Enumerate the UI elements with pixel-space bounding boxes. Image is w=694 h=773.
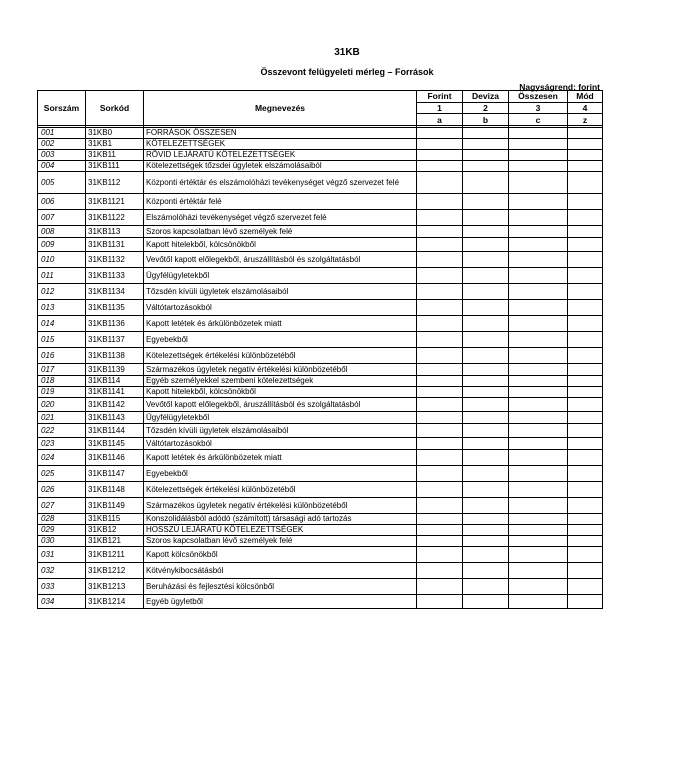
row-number: 013 xyxy=(38,300,86,316)
row-description: Egyebekből xyxy=(144,466,417,482)
cell-deviza xyxy=(463,563,509,579)
table-row xyxy=(38,525,603,536)
row-description: Kötelezettségek értékelési különbözetéből xyxy=(144,348,417,364)
cell-mod xyxy=(568,525,603,536)
row-code: 31KB1131 xyxy=(86,238,144,252)
row-code: 31KB1147 xyxy=(86,466,144,482)
cell-osszesen xyxy=(509,466,568,482)
table-row xyxy=(38,364,603,376)
row-description: Származékos ügyletek negatív értékelési különbözetéből xyxy=(144,364,417,376)
table-row xyxy=(38,466,603,482)
cell-osszesen xyxy=(509,438,568,450)
cell-osszesen xyxy=(509,514,568,525)
row-number: 008 xyxy=(38,226,86,238)
cell-mod xyxy=(568,268,603,284)
cell-mod xyxy=(568,398,603,412)
cell-osszesen xyxy=(509,300,568,316)
row-number: 017 xyxy=(38,364,86,376)
cell-forint xyxy=(417,348,463,364)
cell-osszesen xyxy=(509,252,568,268)
cell-mod xyxy=(568,536,603,547)
row-code: 31KB1214 xyxy=(86,595,144,609)
col-number: 1 xyxy=(417,102,463,114)
col-letter: b xyxy=(463,114,509,126)
row-description: Vevőtől kapott előlegekből, áruszállításból és szolgáltatásból xyxy=(144,398,417,412)
cell-deviza xyxy=(463,547,509,563)
row-number: 006 xyxy=(38,194,86,210)
cell-osszesen xyxy=(509,450,568,466)
cell-deviza xyxy=(463,376,509,387)
col-letter: a xyxy=(417,114,463,126)
cell-forint xyxy=(417,300,463,316)
row-description: Szoros kapcsolatban lévő személyek felé xyxy=(144,536,417,547)
balance-sheet-table xyxy=(37,90,603,609)
table-row xyxy=(38,482,603,498)
cell-forint xyxy=(417,268,463,284)
row-number: 025 xyxy=(38,466,86,482)
row-code: 31KB115 xyxy=(86,514,144,525)
cell-forint xyxy=(417,139,463,150)
row-description: Kapott hitelekből, kölcsönökből xyxy=(144,238,417,252)
table-row xyxy=(38,194,603,210)
table-row xyxy=(38,547,603,563)
col-megnevezes-header: Megnevezés xyxy=(144,91,417,126)
row-code: 31KB1135 xyxy=(86,300,144,316)
table-row xyxy=(38,412,603,424)
cell-osszesen xyxy=(509,139,568,150)
row-description: Szoros kapcsolatban lévő személyek felé xyxy=(144,226,417,238)
row-number: 022 xyxy=(38,424,86,438)
cell-forint xyxy=(417,161,463,172)
cell-deviza xyxy=(463,438,509,450)
cell-deviza xyxy=(463,300,509,316)
cell-forint xyxy=(417,316,463,332)
row-description: Vevőtől kapott előlegekből, áruszállításból és szolgáltatásból xyxy=(144,252,417,268)
cell-forint xyxy=(417,514,463,525)
cell-osszesen xyxy=(509,194,568,210)
row-number: 019 xyxy=(38,387,86,398)
form-code: 31KB xyxy=(334,47,360,58)
table-row xyxy=(38,387,603,398)
cell-forint xyxy=(417,387,463,398)
cell-osszesen xyxy=(509,376,568,387)
row-code: 31KB1132 xyxy=(86,252,144,268)
cell-deviza xyxy=(463,450,509,466)
cell-forint xyxy=(417,525,463,536)
row-number: 015 xyxy=(38,332,86,348)
row-code: 31KB0 xyxy=(86,128,144,139)
cell-osszesen xyxy=(509,412,568,424)
cell-osszesen xyxy=(509,364,568,376)
row-number: 007 xyxy=(38,210,86,226)
row-code: 31KB1211 xyxy=(86,547,144,563)
row-number: 010 xyxy=(38,252,86,268)
cell-mod xyxy=(568,579,603,595)
table-row xyxy=(38,438,603,450)
form-title: Összevont felügyeleti mérleg – Források xyxy=(260,67,434,77)
col-letter: z xyxy=(568,114,603,126)
cell-deviza xyxy=(463,348,509,364)
cell-forint xyxy=(417,210,463,226)
cell-mod xyxy=(568,226,603,238)
row-code: 31KB1148 xyxy=(86,482,144,498)
row-description: Egyéb személyekkel szembeni kötelezettségek xyxy=(144,376,417,387)
cell-osszesen xyxy=(509,332,568,348)
row-code: 31KB1134 xyxy=(86,284,144,300)
row-number: 011 xyxy=(38,268,86,284)
row-code: 31KB1146 xyxy=(86,450,144,466)
row-number: 003 xyxy=(38,150,86,161)
row-description: Ügyfélügyletekből xyxy=(144,412,417,424)
row-description: Kapott letétek és árkülönbözetek miatt xyxy=(144,450,417,466)
cell-mod xyxy=(568,466,603,482)
col-sorkod-header: Sorkód xyxy=(86,91,144,126)
cell-osszesen xyxy=(509,316,568,332)
cell-mod xyxy=(568,364,603,376)
row-code: 31KB1121 xyxy=(86,194,144,210)
cell-forint xyxy=(417,252,463,268)
cell-forint xyxy=(417,194,463,210)
cell-forint xyxy=(417,424,463,438)
cell-osszesen xyxy=(509,579,568,595)
cell-deviza xyxy=(463,161,509,172)
table-row xyxy=(38,172,603,194)
row-number: 024 xyxy=(38,450,86,466)
row-number: 001 xyxy=(38,128,86,139)
cell-deviza xyxy=(463,424,509,438)
cell-forint xyxy=(417,226,463,238)
cell-deviza xyxy=(463,194,509,210)
row-number: 018 xyxy=(38,376,86,387)
row-number: 027 xyxy=(38,498,86,514)
row-description: RÖVID LEJÁRATÚ KÖTELEZETTSÉGEK xyxy=(144,150,417,161)
table-row xyxy=(38,450,603,466)
row-code: 31KB12 xyxy=(86,525,144,536)
cell-deviza xyxy=(463,172,509,194)
col-number: 3 xyxy=(509,102,568,114)
cell-deviza xyxy=(463,595,509,609)
table-row xyxy=(38,226,603,238)
cell-osszesen xyxy=(509,284,568,300)
row-number: 005 xyxy=(38,172,86,194)
row-number: 016 xyxy=(38,348,86,364)
cell-forint xyxy=(417,547,463,563)
row-code: 31KB1142 xyxy=(86,398,144,412)
col-osszesen-header: Összesen xyxy=(509,91,568,103)
row-description: Tőzsdén kívüli ügyletek elszámolásaiból xyxy=(144,284,417,300)
col-deviza-header: Deviza xyxy=(463,91,509,103)
row-number: 009 xyxy=(38,238,86,252)
row-description: Váltótartozásokból xyxy=(144,438,417,450)
cell-mod xyxy=(568,563,603,579)
table-row xyxy=(38,563,603,579)
col-number: 4 xyxy=(568,102,603,114)
row-code: 31KB111 xyxy=(86,161,144,172)
cell-forint xyxy=(417,466,463,482)
col-number: 2 xyxy=(463,102,509,114)
col-forint-header: Forint xyxy=(417,91,463,103)
table-row xyxy=(38,498,603,514)
row-description: Ügyfélügyletekből xyxy=(144,268,417,284)
cell-forint xyxy=(417,332,463,348)
row-description: Kapott letétek és árkülönbözetek miatt xyxy=(144,316,417,332)
row-description: Egyéb ügyletből xyxy=(144,595,417,609)
cell-deviza xyxy=(463,466,509,482)
cell-forint xyxy=(417,482,463,498)
cell-deviza xyxy=(463,482,509,498)
table-row xyxy=(38,139,603,150)
cell-mod xyxy=(568,376,603,387)
cell-mod xyxy=(568,150,603,161)
row-code: 31KB1137 xyxy=(86,332,144,348)
cell-deviza xyxy=(463,525,509,536)
table-row xyxy=(38,238,603,252)
row-description: Kapott hitelekből, kölcsönökből xyxy=(144,387,417,398)
cell-osszesen xyxy=(509,387,568,398)
row-description: Beruházási és fejlesztési kölcsönből xyxy=(144,579,417,595)
row-description: Kapott kölcsönökből xyxy=(144,547,417,563)
table-row xyxy=(38,424,603,438)
row-code: 31KB1144 xyxy=(86,424,144,438)
cell-deviza xyxy=(463,332,509,348)
col-sorszam-header: Sorszám xyxy=(38,91,86,126)
cell-forint xyxy=(417,450,463,466)
cell-osszesen xyxy=(509,210,568,226)
row-code: 31KB1139 xyxy=(86,364,144,376)
cell-mod xyxy=(568,161,603,172)
cell-osszesen xyxy=(509,595,568,609)
cell-deviza xyxy=(463,412,509,424)
cell-deviza xyxy=(463,364,509,376)
col-mod-header: Mód xyxy=(568,91,603,103)
cell-mod xyxy=(568,438,603,450)
row-number: 028 xyxy=(38,514,86,525)
cell-deviza xyxy=(463,316,509,332)
cell-osszesen xyxy=(509,348,568,364)
cell-mod xyxy=(568,284,603,300)
row-description: FORRÁSOK ÖSSZESEN xyxy=(144,128,417,139)
cell-mod xyxy=(568,139,603,150)
cell-deviza xyxy=(463,226,509,238)
unit-label: Nagyságrend: forint xyxy=(519,82,600,92)
row-number: 012 xyxy=(38,284,86,300)
cell-mod xyxy=(568,387,603,398)
cell-mod xyxy=(568,595,603,609)
cell-osszesen xyxy=(509,547,568,563)
cell-forint xyxy=(417,364,463,376)
row-number: 031 xyxy=(38,547,86,563)
row-code: 31KB11 xyxy=(86,150,144,161)
cell-deviza xyxy=(463,238,509,252)
cell-mod xyxy=(568,128,603,139)
cell-osszesen xyxy=(509,482,568,498)
row-description: HOSSZÚ LEJÁRATÚ KÖTELEZETTSÉGEK xyxy=(144,525,417,536)
cell-osszesen xyxy=(509,161,568,172)
cell-osszesen xyxy=(509,268,568,284)
cell-osszesen xyxy=(509,525,568,536)
table-row xyxy=(38,300,603,316)
cell-mod xyxy=(568,547,603,563)
cell-osszesen xyxy=(509,563,568,579)
row-number: 021 xyxy=(38,412,86,424)
table-row xyxy=(38,348,603,364)
cell-deviza xyxy=(463,387,509,398)
table-row xyxy=(38,268,603,284)
cell-osszesen xyxy=(509,536,568,547)
cell-osszesen xyxy=(509,424,568,438)
table-row xyxy=(38,252,603,268)
cell-forint xyxy=(417,579,463,595)
cell-forint xyxy=(417,398,463,412)
cell-mod xyxy=(568,238,603,252)
row-number: 020 xyxy=(38,398,86,412)
row-description: Kötelezettségek értékelési különbözetéből xyxy=(144,482,417,498)
cell-mod xyxy=(568,210,603,226)
table-body xyxy=(38,126,603,609)
row-description: Tőzsdén kívüli ügyletek elszámolásaiból xyxy=(144,424,417,438)
cell-osszesen xyxy=(509,150,568,161)
cell-mod xyxy=(568,424,603,438)
row-code: 31KB1213 xyxy=(86,579,144,595)
table-row xyxy=(38,595,603,609)
table-row xyxy=(38,150,603,161)
cell-osszesen xyxy=(509,226,568,238)
row-code: 31KB1141 xyxy=(86,387,144,398)
row-description: KÖTELEZETTSÉGEK xyxy=(144,139,417,150)
table-row xyxy=(38,376,603,387)
table-row xyxy=(38,210,603,226)
cell-mod xyxy=(568,482,603,498)
row-code: 31KB112 xyxy=(86,172,144,194)
cell-osszesen xyxy=(509,238,568,252)
cell-forint xyxy=(417,595,463,609)
table-row xyxy=(38,398,603,412)
cell-forint xyxy=(417,563,463,579)
row-code: 31KB113 xyxy=(86,226,144,238)
table-row xyxy=(38,514,603,525)
row-code: 31KB114 xyxy=(86,376,144,387)
table-row xyxy=(38,284,603,300)
cell-mod xyxy=(568,498,603,514)
cell-osszesen xyxy=(509,498,568,514)
cell-deviza xyxy=(463,150,509,161)
row-description: Központi értéktár felé xyxy=(144,194,417,210)
cell-deviza xyxy=(463,128,509,139)
row-code: 31KB1133 xyxy=(86,268,144,284)
cell-mod xyxy=(568,316,603,332)
cell-mod xyxy=(568,194,603,210)
cell-osszesen xyxy=(509,172,568,194)
table-row xyxy=(38,536,603,547)
col-letter: c xyxy=(509,114,568,126)
table-row xyxy=(38,161,603,172)
cell-forint xyxy=(417,536,463,547)
cell-deviza xyxy=(463,514,509,525)
cell-forint xyxy=(417,498,463,514)
row-number: 002 xyxy=(38,139,86,150)
cell-osszesen xyxy=(509,128,568,139)
row-number: 023 xyxy=(38,438,86,450)
row-number: 004 xyxy=(38,161,86,172)
cell-deviza xyxy=(463,284,509,300)
row-code: 31KB1212 xyxy=(86,563,144,579)
row-description: Központi értéktár és elszámolóházi tevékenységet végző szervezet felé xyxy=(144,172,417,194)
cell-mod xyxy=(568,252,603,268)
row-description: Származékos ügyletek negatív értékelési különbözetéből xyxy=(144,498,417,514)
cell-forint xyxy=(417,284,463,300)
row-description: Elszámolóházi tevékenységet végző szervezet felé xyxy=(144,210,417,226)
cell-forint xyxy=(417,438,463,450)
cell-forint xyxy=(417,128,463,139)
row-code: 31KB1136 xyxy=(86,316,144,332)
row-code: 31KB121 xyxy=(86,536,144,547)
cell-mod xyxy=(568,300,603,316)
row-description: Kötvénykibocsátásból xyxy=(144,563,417,579)
cell-deviza xyxy=(463,252,509,268)
row-description: Egyebekből xyxy=(144,332,417,348)
cell-mod xyxy=(568,348,603,364)
row-code: 31KB1 xyxy=(86,139,144,150)
cell-deviza xyxy=(463,536,509,547)
cell-deviza xyxy=(463,210,509,226)
cell-osszesen xyxy=(509,398,568,412)
row-number: 032 xyxy=(38,563,86,579)
cell-deviza xyxy=(463,498,509,514)
cell-mod xyxy=(568,332,603,348)
table-row xyxy=(38,579,603,595)
row-number: 034 xyxy=(38,595,86,609)
cell-forint xyxy=(417,412,463,424)
cell-mod xyxy=(568,172,603,194)
row-code: 31KB1145 xyxy=(86,438,144,450)
cell-deviza xyxy=(463,268,509,284)
row-number: 026 xyxy=(38,482,86,498)
cell-forint xyxy=(417,238,463,252)
table-row xyxy=(38,316,603,332)
row-code: 31KB1138 xyxy=(86,348,144,364)
row-description: Konszolidálásból adódó (számított) társasági adó tartozás xyxy=(144,514,417,525)
cell-deviza xyxy=(463,579,509,595)
cell-mod xyxy=(568,514,603,525)
row-code: 31KB1149 xyxy=(86,498,144,514)
row-number: 033 xyxy=(38,579,86,595)
cell-deviza xyxy=(463,398,509,412)
row-description: Váltótartozásokból xyxy=(144,300,417,316)
row-number: 014 xyxy=(38,316,86,332)
row-description: Kötelezettségek tőzsdei ügyletek elszámolásaiból xyxy=(144,161,417,172)
cell-mod xyxy=(568,450,603,466)
table-row xyxy=(38,128,603,139)
cell-mod xyxy=(568,412,603,424)
row-number: 030 xyxy=(38,536,86,547)
row-number: 029 xyxy=(38,525,86,536)
cell-forint xyxy=(417,376,463,387)
cell-forint xyxy=(417,172,463,194)
table-row xyxy=(38,332,603,348)
row-code: 31KB1143 xyxy=(86,412,144,424)
cell-deviza xyxy=(463,139,509,150)
cell-forint xyxy=(417,150,463,161)
row-code: 31KB1122 xyxy=(86,210,144,226)
